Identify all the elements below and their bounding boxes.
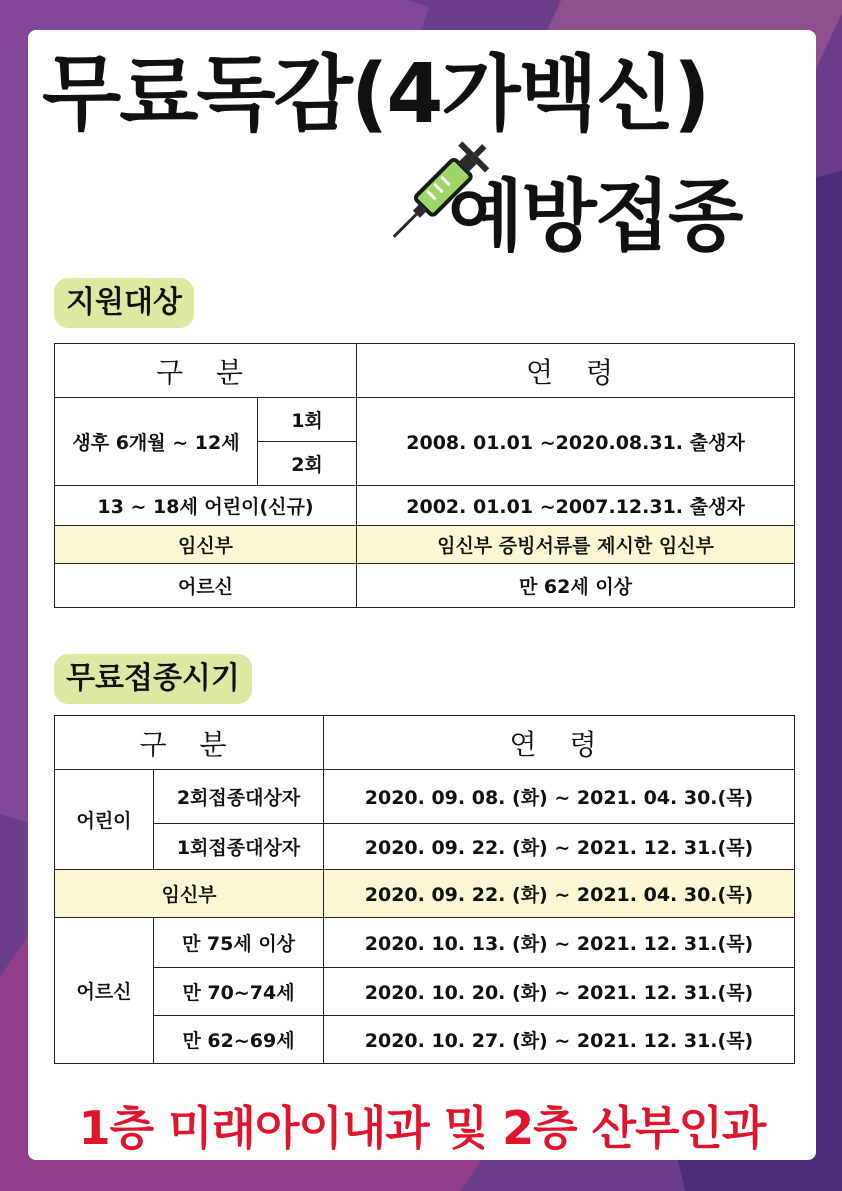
table-row	[55, 1016, 795, 1064]
poster-card	[28, 30, 816, 1160]
poster-subtitle: 예방접종	[448, 172, 742, 262]
row-sublabel: 2회	[258, 442, 357, 486]
row-sublabel: 1회접종대상자	[154, 824, 324, 870]
column-header: 구 분	[55, 716, 324, 770]
row-period: 2020. 10. 20. (화) ~ 2021. 12. 31.(목)	[324, 968, 795, 1016]
row-sublabel: 만 62~69세	[154, 1016, 324, 1064]
table-row	[55, 824, 795, 870]
row-period: 2020. 09. 08. (화) ~ 2021. 04. 30.(목)	[324, 770, 795, 824]
table-row	[55, 486, 795, 526]
row-period: 2020. 10. 27. (화) ~ 2021. 12. 31.(목)	[324, 1016, 795, 1064]
group-label-children: 어린이	[55, 770, 154, 870]
row-label: 임신부	[55, 870, 324, 918]
group-label-elderly: 어르신	[55, 918, 154, 1064]
poster-title: 무료독감(4가백신)	[42, 47, 709, 142]
footer-location: 1층 미래아이내과 및 2층 산부인과	[78, 1101, 766, 1155]
schedule-table	[54, 715, 795, 1064]
row-sublabel: 1회	[258, 398, 357, 442]
row-period: 2020. 10. 13. (화) ~ 2021. 12. 31.(목)	[324, 918, 795, 968]
row-period: 2020. 09. 22. (화) ~ 2021. 12. 31.(목)	[324, 824, 795, 870]
column-header: 연 령	[324, 716, 795, 770]
column-header: 구 분	[55, 344, 357, 398]
row-period: 2020. 09. 22. (화) ~ 2021. 04. 30.(목)	[324, 870, 795, 918]
row-value: 2008. 01.01 ~2020.08.31. 출생자	[357, 398, 795, 486]
table-header-row	[55, 344, 795, 398]
row-value: 2002. 01.01 ~2007.12.31. 출생자	[357, 486, 795, 526]
row-sublabel: 만 70~74세	[154, 968, 324, 1016]
row-sublabel: 만 75세 이상	[154, 918, 324, 968]
row-value: 임신부 증빙서류를 제시한 임신부	[357, 526, 795, 564]
table-row	[55, 398, 795, 442]
row-value: 만 62세 이상	[357, 564, 795, 608]
row-label: 생후 6개월 ~ 12세	[55, 398, 258, 486]
table-header-row	[55, 716, 795, 770]
row-sublabel: 2회접종대상자	[154, 770, 324, 824]
row-label: 임신부	[55, 526, 357, 564]
table-row-highlight	[55, 870, 795, 918]
section-label-schedule: 무료접종시기	[54, 654, 252, 704]
table-row	[55, 770, 795, 824]
table-row	[55, 564, 795, 608]
row-label: 13 ~ 18세 어린이(신규)	[55, 486, 357, 526]
table-row	[55, 918, 795, 968]
column-header: 연 령	[357, 344, 795, 398]
table-row-highlight	[55, 526, 795, 564]
row-label: 어르신	[55, 564, 357, 608]
eligibility-table	[54, 343, 795, 608]
table-row	[55, 968, 795, 1016]
section-label-eligibility: 지원대상	[54, 278, 194, 328]
